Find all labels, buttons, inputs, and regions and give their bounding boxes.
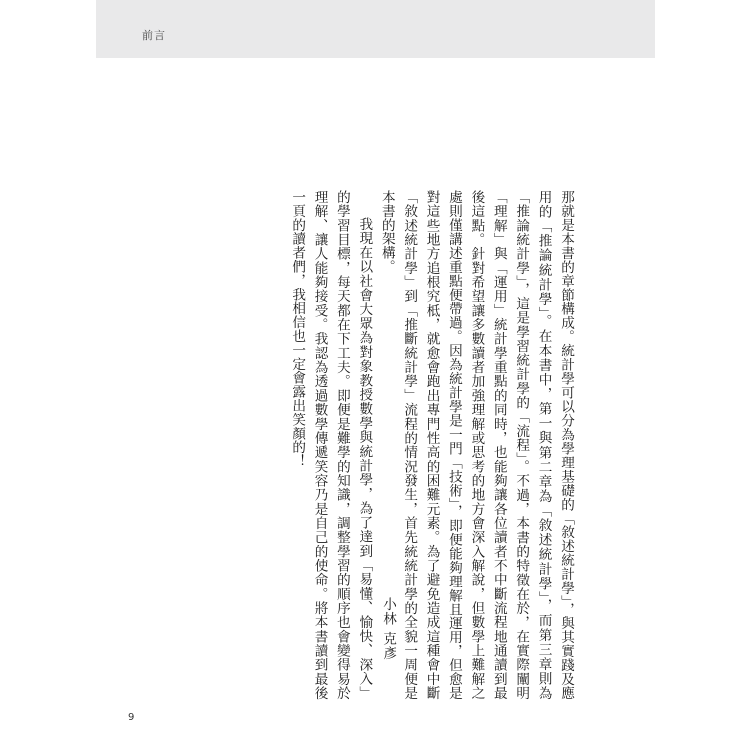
section-label: 前言 <box>142 29 166 42</box>
paragraph-1: 那就是本書的章節構成。統計學可以分為學理基礎的「敘述統計學」，與其實踐及應用的「推論統計學」。在本書中，第一與第二章為「敘述統計學」，而第三章則為「推論統計學」，這是學習統計學的「流程」。不過，本書的特徵在於，在實際闡明「理解」與「運用」統計學重點的同時，也能夠讓各位讀者不中斷流程地通讀到最後這點。針對希望讓多數讀者加強理解或思考的地方會深入解說，但數學上難解之處則僅講述重點便帶過。因為統計學是一門「技術」，即便能夠理解且運用，但愈是對這些地方追根究柢，就愈會跑出專門性高的困難元素。為了避免造成這種會中斷「敘述統計學」到「推斷統計學」流程的情況發生，首先統統計學的全貌一周便是本書的架構。 <box>378 190 574 700</box>
paragraph-2: 我現在以社會大眾為對象教授數學與統計學，為了達到「易懂、愉快、深入」的學習目標，每天都在下工夫。即便是難學的知識，調整學習的順序也會變得易於理解、讓人能夠接受。我認為透過數學傳遞笑容乃是自己的使命。將本書讀到最後一頁的讀者們，我相信也一定會露出笑顏的！ <box>289 190 373 700</box>
body-text <box>286 190 577 700</box>
author-signature: 小林 克彥 <box>380 597 396 661</box>
book-page <box>96 0 655 750</box>
page-number: 9 <box>128 712 135 723</box>
header-band <box>96 0 655 58</box>
